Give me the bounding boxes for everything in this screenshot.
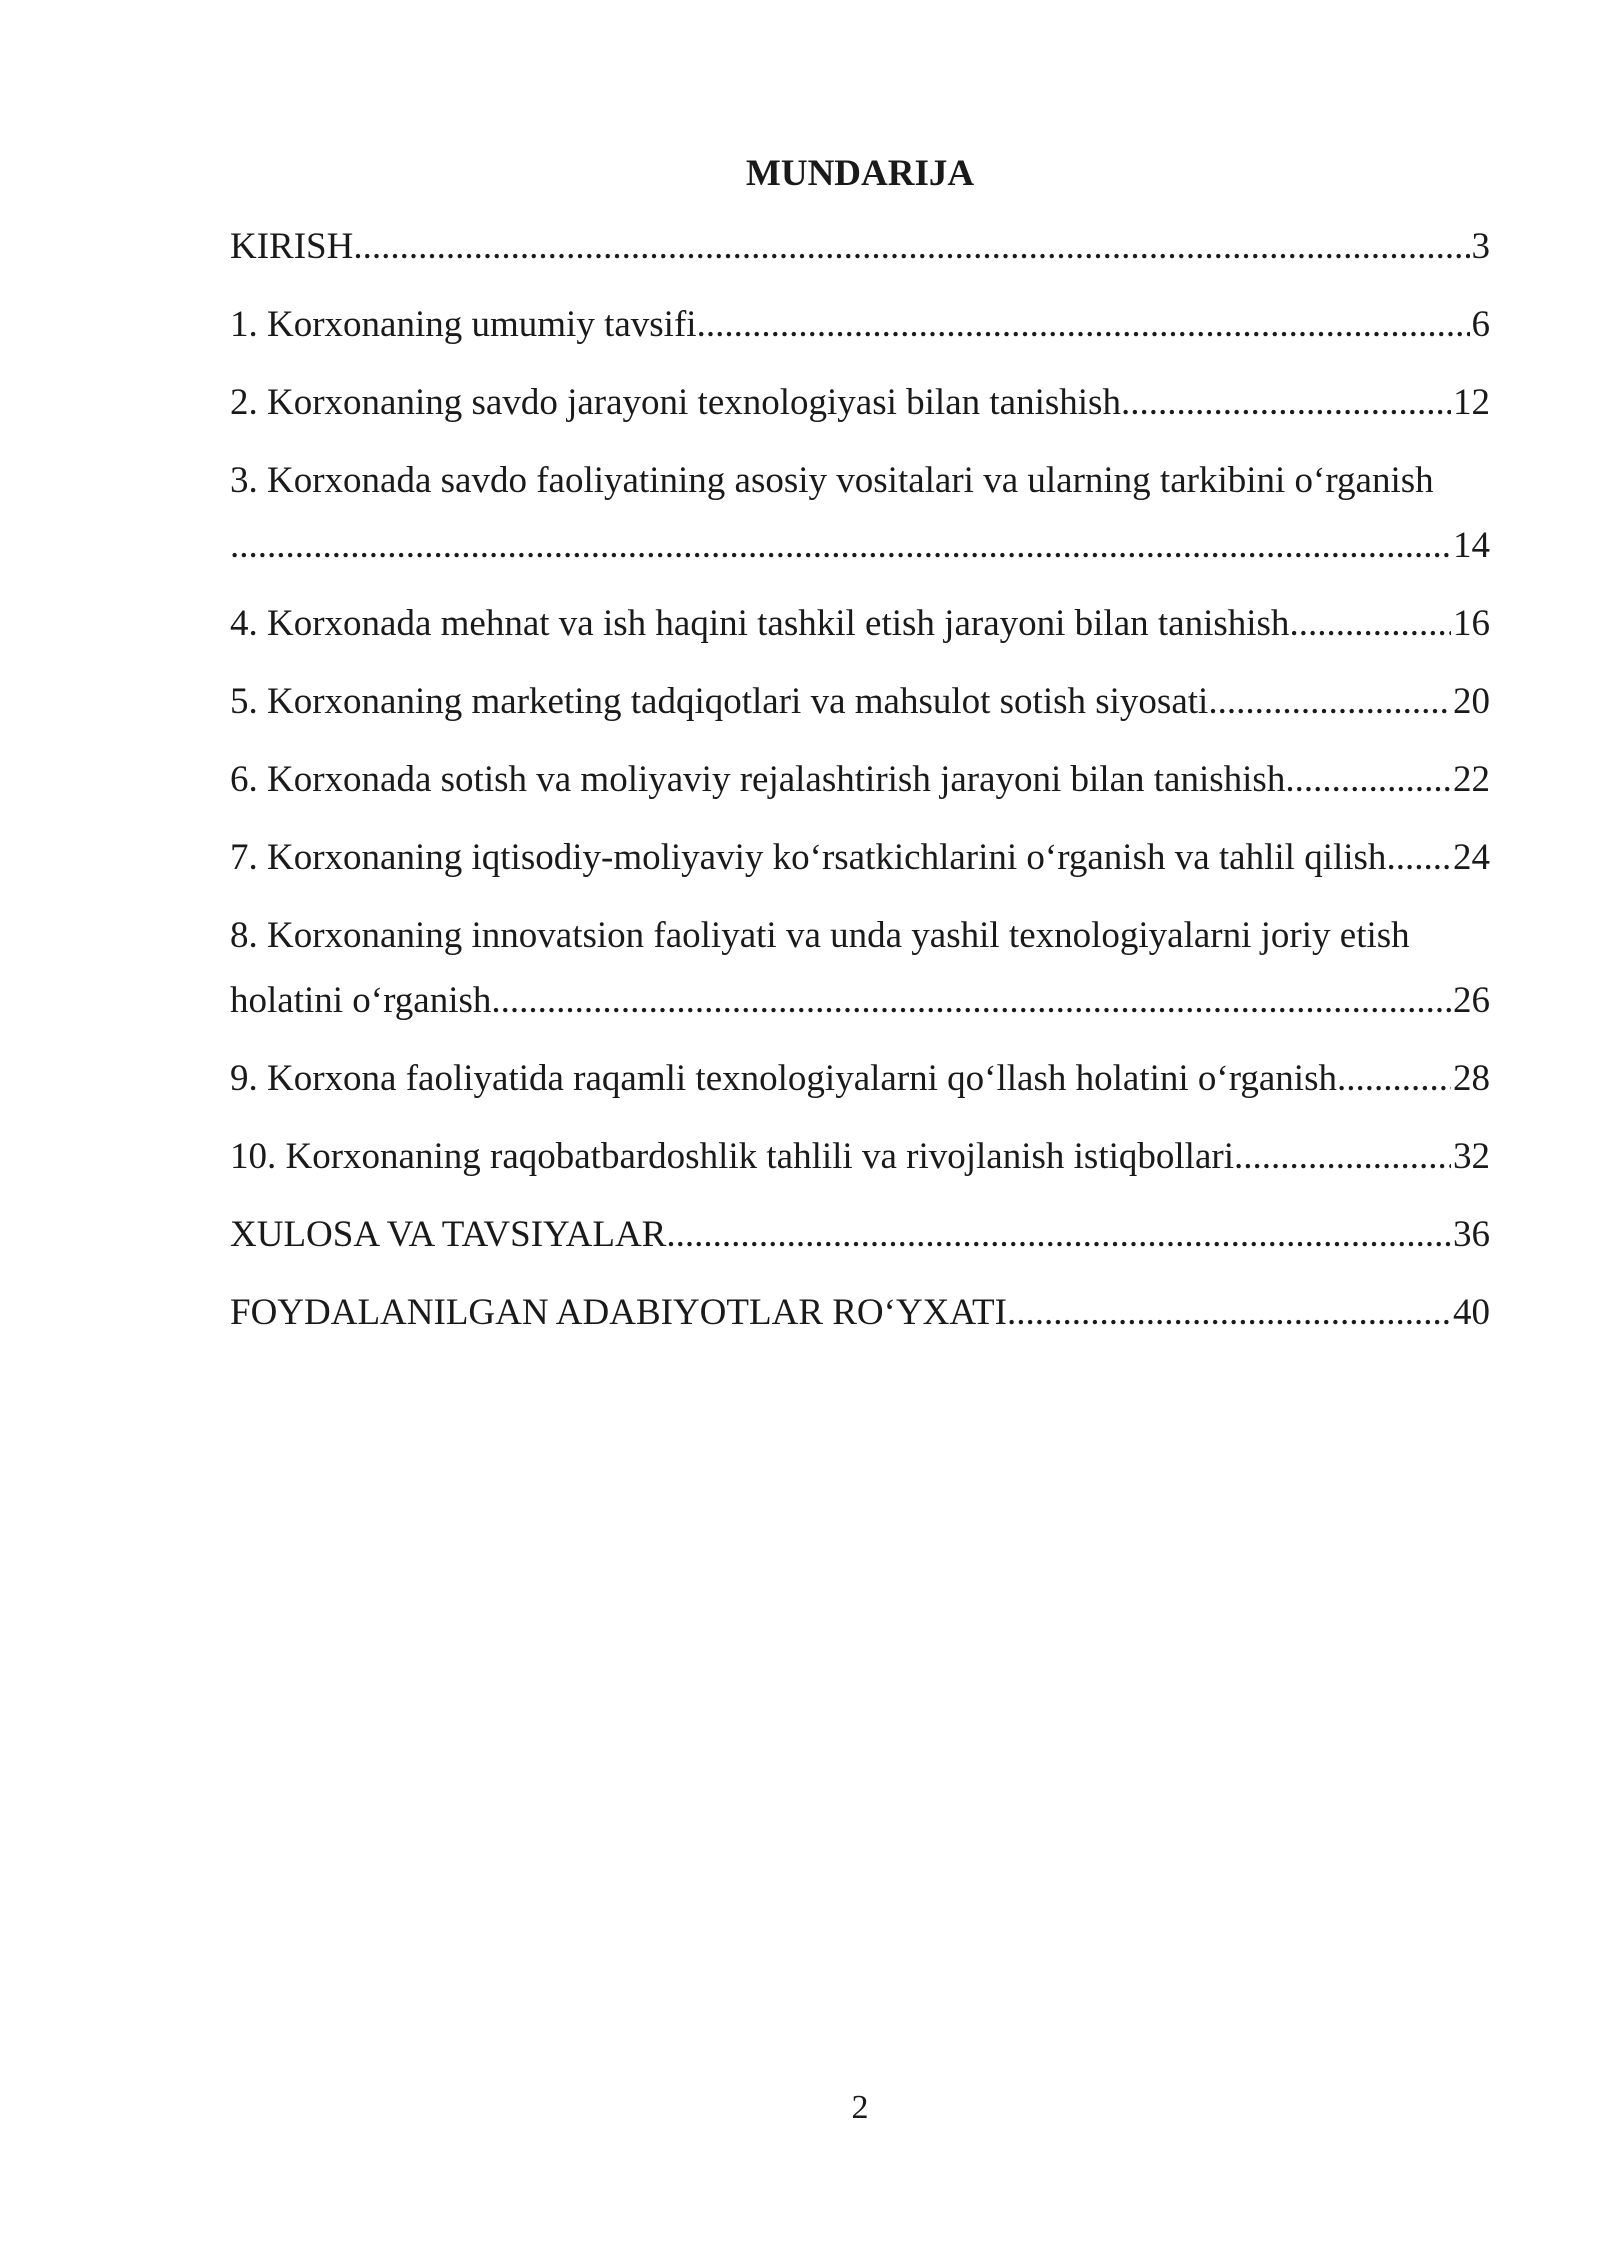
dot-leader (1289, 591, 1451, 656)
toc-line (230, 370, 1490, 435)
toc-entry-9 (230, 1046, 1490, 1111)
toc-entry-6 (230, 747, 1490, 812)
toc-entry-text: 6. Korxonada sotish va moliyaviy rejalashtirish jarayoni bilan tanishish (230, 759, 1286, 800)
toc-entry-3 (230, 448, 1490, 578)
toc-entry-text-line1: 8. Korxonaning innovatsion faoliyati va unda yashil texnologiyalarni joriy etish (230, 915, 1410, 956)
toc-entry-page: 24 (1453, 837, 1490, 878)
toc-line (230, 747, 1490, 812)
toc-entry-text: 1. Korxonaning umumiy tavsifi (230, 304, 697, 345)
toc-entry-xulosa (230, 1202, 1490, 1267)
toc-entry-10 (230, 1124, 1490, 1189)
toc-line (230, 1124, 1490, 1189)
toc-entry-7 (230, 825, 1490, 890)
toc-entry-kirish (230, 214, 1490, 279)
toc-entry-2 (230, 370, 1490, 435)
toc-entry-page: 16 (1453, 603, 1490, 644)
dot-leader (491, 968, 1451, 1033)
dot-leader (1285, 747, 1451, 812)
dot-leader (1234, 1124, 1451, 1189)
toc-entry-text: holatini o‘rganish (230, 980, 492, 1021)
dot-leader (353, 214, 1469, 279)
toc-entry-5 (230, 669, 1490, 734)
toc-entry-page: 3 (1471, 226, 1490, 267)
toc-entry-text: FOYDALANILGAN ADABIYOTLAR RO‘YXATI (230, 1292, 1007, 1333)
toc-entry-adabiyotlar (230, 1280, 1490, 1345)
toc-entry-text: 4. Korxonada mehnat va ish haqini tashkil etish jarayoni bilan tanishish (230, 603, 1290, 644)
toc-entry-page: 36 (1453, 1214, 1490, 1255)
toc-entry-page: 28 (1453, 1058, 1490, 1099)
toc-line (230, 1046, 1490, 1111)
toc-entry-page: 6 (1471, 304, 1490, 345)
toc-line (230, 669, 1490, 734)
dot-leader (1337, 1046, 1451, 1111)
toc-entry-4 (230, 591, 1490, 656)
dot-leader (697, 292, 1470, 357)
toc-line (230, 968, 1490, 1033)
dot-leader (666, 1202, 1451, 1267)
toc-line (230, 591, 1490, 656)
toc-entry-8 (230, 903, 1490, 1033)
toc-entry-page: 40 (1453, 1292, 1490, 1333)
dot-leader (1386, 825, 1451, 890)
toc-entry-1 (230, 292, 1490, 357)
dot-leader (1121, 370, 1451, 435)
toc-line (230, 214, 1490, 279)
toc-entry-text-line1: 3. Korxonada savdo faoliyatining asosiy vositalari va ularning tarkibini o‘rganish (230, 460, 1434, 501)
toc-line (230, 825, 1490, 890)
dot-leader (230, 513, 1451, 578)
toc-entry-page: 26 (1453, 980, 1490, 1021)
dot-leader (1208, 669, 1451, 734)
toc-line (230, 513, 1490, 578)
toc-entry-page: 14 (1453, 525, 1490, 566)
toc-entry-text: 7. Korxonaning iqtisodiy-moliyaviy ko‘rsatkichlarini o‘rganish va tahlil qilish (230, 837, 1387, 878)
page-number: 2 (851, 2089, 869, 2126)
toc-line (230, 292, 1490, 357)
toc-entry-text: XULOSA VA TAVSIYALAR (230, 1214, 667, 1255)
toc-entry-text: 9. Korxona faoliyatida raqamli texnologiyalarni qo‘llash holatini o‘rganish (230, 1058, 1337, 1099)
toc-entry-page: 20 (1453, 681, 1490, 722)
toc-entry-page: 12 (1453, 382, 1490, 423)
toc-entry-page: 32 (1453, 1136, 1490, 1177)
toc-entry-text: 2. Korxonaning savdo jarayoni texnologiyasi bilan tanishish (230, 382, 1121, 423)
toc-title: MUNDARIJA (745, 153, 975, 194)
toc-entry-page: 22 (1453, 759, 1490, 800)
table-of-contents (230, 214, 1490, 1358)
toc-entry-text: 10. Korxonaning raqobatbardoshlik tahlili va rivojlanish istiqbollari (230, 1136, 1234, 1177)
dot-leader (1007, 1280, 1451, 1345)
toc-entry-text: KIRISH (230, 226, 354, 267)
toc-entry-text: 5. Korxonaning marketing tadqiqotlari va mahsulot sotish siyosati (230, 681, 1209, 722)
toc-line (230, 1202, 1490, 1267)
toc-line (230, 1280, 1490, 1345)
